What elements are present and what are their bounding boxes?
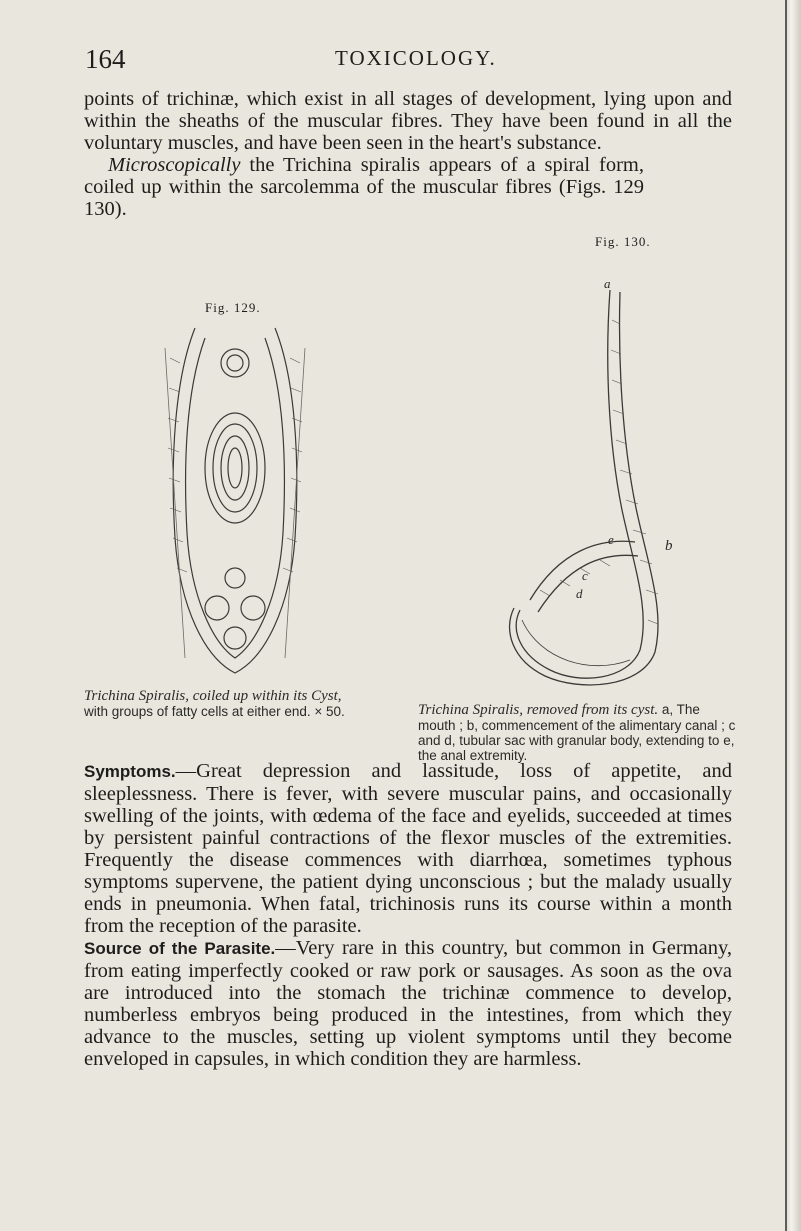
fig-129-illustration: [155, 318, 315, 678]
symptoms-text: —Great depression and lassitude, loss of appetite, and sleeplessness. There is fever, with severe muscular pains, and occasionally swelling of the joints, with œdema of the face and eyelids, succeeded at times by persistent painful contractions of the flexor muscles of the extremities. Frequently the disease commences with diarrhœa, sometimes typhous symptoms supervene, the patient dying unconscious ; but the malady usually ends in pneumonia. When fatal, trichinosis runs its course within a month from the reception of the parasite.: [84, 760, 732, 937]
fig-130-caption: [418, 702, 738, 763]
fig-130-caption-em: Trichina Spiralis, removed from its cyst.: [418, 702, 659, 718]
page-number: 164: [85, 44, 126, 74]
symptoms-heading: Symptoms.: [84, 762, 176, 781]
intro-paragraph-1: points of trichinæ, which exist in all stages of development, lying upon and within the sheaths of the muscular fibres. They have been found in all the voluntary muscles, and have been seen in the heart's substance.: [84, 88, 732, 154]
symptoms-paragraph: [84, 760, 732, 937]
source-heading: Source of the Parasite.: [84, 939, 276, 958]
fig-130-caption-rest: a, The mouth ; b, commencement of the alimentary canal ; c and d, tubular sac with granular body, extending to e, the anal extremity.: [418, 702, 736, 763]
fig-130-letter-c: c: [582, 568, 588, 583]
fig-130-letter-b: b: [665, 538, 673, 554]
fig-130-letter-d: d: [576, 586, 583, 601]
fig-130-letter-e: e: [608, 532, 614, 547]
running-head: TOXICOLOGY.: [335, 46, 497, 70]
microscopically-em: Microscopically: [108, 154, 241, 176]
fig-130-illustration: [500, 280, 700, 690]
intro-paragraph-2: [84, 154, 644, 220]
source-text: —Very rare in this country, but common in Germany, from eating imperfectly cooked or raw pork or sausages. As soon as the ova are introduced into the stomach the trichinæ commence to develop, numberless embryos being produced in the intestines, from which they advance to the muscles, setting up violent symptoms until they become enveloped in capsules, in which condition they are harmless.: [84, 937, 732, 1070]
page-edge: [785, 0, 801, 1231]
fig-129-caption-em: Trichina Spiralis, coiled up within its Cyst,: [84, 688, 342, 704]
source-paragraph: [84, 937, 732, 1070]
fig-130-letter-a: a: [604, 280, 611, 291]
fig-129-caption-rest: with groups of fatty cells at either end. × 50.: [84, 704, 345, 719]
body-text: [84, 760, 732, 1070]
intro-paragraph-2-rest: the Trichina spiralis appears of a spiral form, coiled up within the sarcolemma of the muscular fibres (Figs. 129 130).: [84, 154, 644, 220]
fig-129-caption: [84, 688, 354, 719]
fig-129-label: Fig. 129.: [205, 300, 261, 315]
fig-130-label: Fig. 130.: [595, 234, 651, 249]
intro-text: [84, 88, 732, 220]
